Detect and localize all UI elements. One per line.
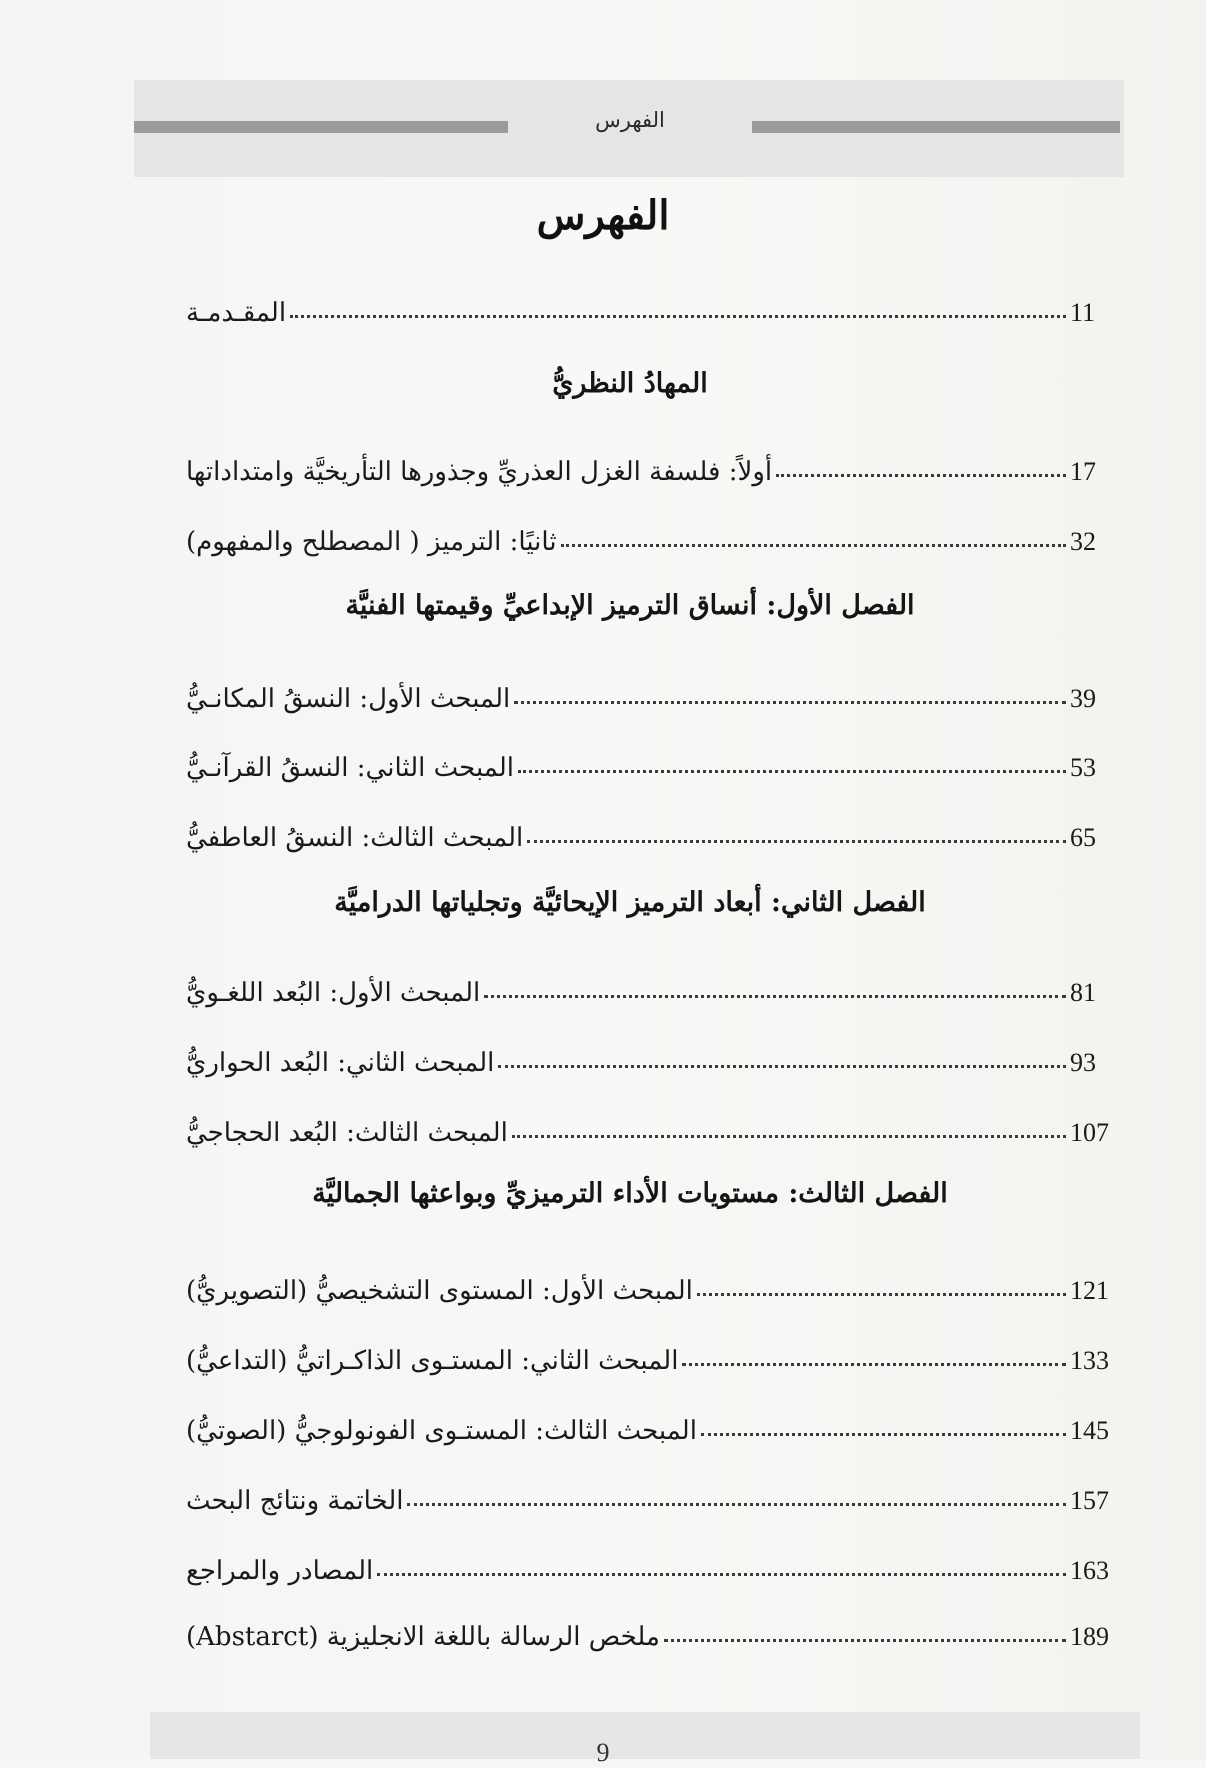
leader-dots [776,474,1066,477]
toc-entry-title: ملخص الرسالة باللغة الانجليزية (Abstarct) [186,1622,660,1652]
toc-entry-references[interactable] [180,1538,1130,1586]
leader-dots [561,544,1066,547]
toc-entry-title: المبحث الأول: المستوى التشخيصيُّ (التصويريُّ) [186,1276,693,1306]
leader-dots [514,701,1066,704]
toc-page-number: 107 [1070,1118,1109,1147]
leader-dots [697,1293,1066,1296]
toc-entry-title: أولاً: فلسفة الغزل العذريِّ وجذورها التأريخيَّة وامتداداتها [186,457,773,487]
toc-page-number: 189 [1070,1622,1109,1651]
page-number: 9 [596,1738,610,1767]
toc-entry[interactable] [180,509,1130,557]
toc-entry[interactable] [180,1398,1130,1446]
toc-entry-title: المبحث الأول: البُعد اللغـويُّ [186,978,481,1008]
toc-entry-title: المبحث الثاني: النسقُ القرآنـيُّ [186,753,514,783]
toc-page-number: 121 [1070,1276,1109,1305]
toc-entry[interactable] [180,1258,1130,1306]
toc-entry[interactable] [180,805,1130,853]
toc-entry-intro[interactable] [180,280,1130,328]
toc-entry-title: المبحث الثاني: البُعد الحواريُّ [186,1048,495,1078]
leader-dots [512,1135,1066,1138]
toc-entry-title: المبحث الثاني: المستـوى الذاكـراتيُّ (التداعيُّ) [186,1346,679,1376]
toc-entry-title: المبحث الثالث: النسقُ العاطفيُّ [186,823,524,853]
toc-page-number: 53 [1070,753,1096,782]
leader-dots [484,995,1066,998]
leader-dots [518,770,1066,773]
header-rule-left [134,121,508,133]
toc-entry[interactable] [180,439,1130,487]
toc-entry-title: الخاتمة ونتائج البحث [186,1486,404,1516]
leader-dots [290,315,1066,318]
section-heading: الفصل الثالث: مستويات الأداء الترميزيِّ وبواعثها الجماليَّة [312,1178,948,1209]
toc-entry[interactable] [180,666,1130,714]
running-header-title: الفهرس [595,108,665,132]
section-heading: الفصل الأول: أنساق الترميز الإبداعيِّ وقيمتها الفنيَّة [345,590,915,621]
leader-dots [664,1639,1066,1642]
leader-dots [527,840,1066,843]
toc-entry[interactable] [180,1100,1130,1148]
toc-entry-title: المبحث الأول: النسقُ المكانـيُّ [186,684,511,714]
toc-page-number: 145 [1070,1416,1109,1445]
toc-entry-title: ثانيًا: الترميز ( المصطلح والمفهوم) [186,527,557,557]
toc-entry-conclusion[interactable] [180,1468,1130,1516]
toc-entry-title: المبحث الثالث: المستـوى الفونولوجيُّ (الصوتيُّ) [186,1416,697,1446]
leader-dots [377,1573,1066,1576]
toc-page-number: 157 [1070,1486,1109,1515]
toc-entry-abstract[interactable] [180,1604,1130,1652]
toc-page-number: 65 [1070,823,1096,852]
section-heading: الفصل الثاني: أبعاد الترميز الإيحائيَّة وتجلياتها الدراميَّة [334,887,926,918]
toc-page-number: 133 [1070,1346,1109,1375]
header-rule-right [752,121,1120,133]
toc-page-number: 17 [1070,457,1096,486]
toc-page-number: 163 [1070,1556,1109,1585]
toc-entry-title: المصادر والمراجع [186,1556,374,1586]
section-heading: المهادُ النظريُّ [552,368,708,399]
toc-entry-title: المقـدمـة [186,298,287,328]
toc-entry-title: المبحث الثالث: البُعد الحجاجيُّ [186,1118,508,1148]
toc-entry[interactable] [180,1030,1130,1078]
toc-entry[interactable] [180,960,1130,1008]
toc-page-number: 39 [1070,684,1096,713]
leader-dots [682,1363,1066,1366]
leader-dots [498,1065,1066,1068]
toc-entry[interactable] [180,735,1130,783]
page-title: الفهرس [536,192,670,239]
toc-page-number: 11 [1070,298,1096,327]
toc-page-number: 93 [1070,1048,1096,1077]
toc-entry[interactable] [180,1328,1130,1376]
toc-page-number: 81 [1070,978,1096,1007]
leader-dots [407,1503,1066,1506]
toc-page-number: 32 [1070,527,1096,556]
leader-dots [701,1433,1066,1436]
